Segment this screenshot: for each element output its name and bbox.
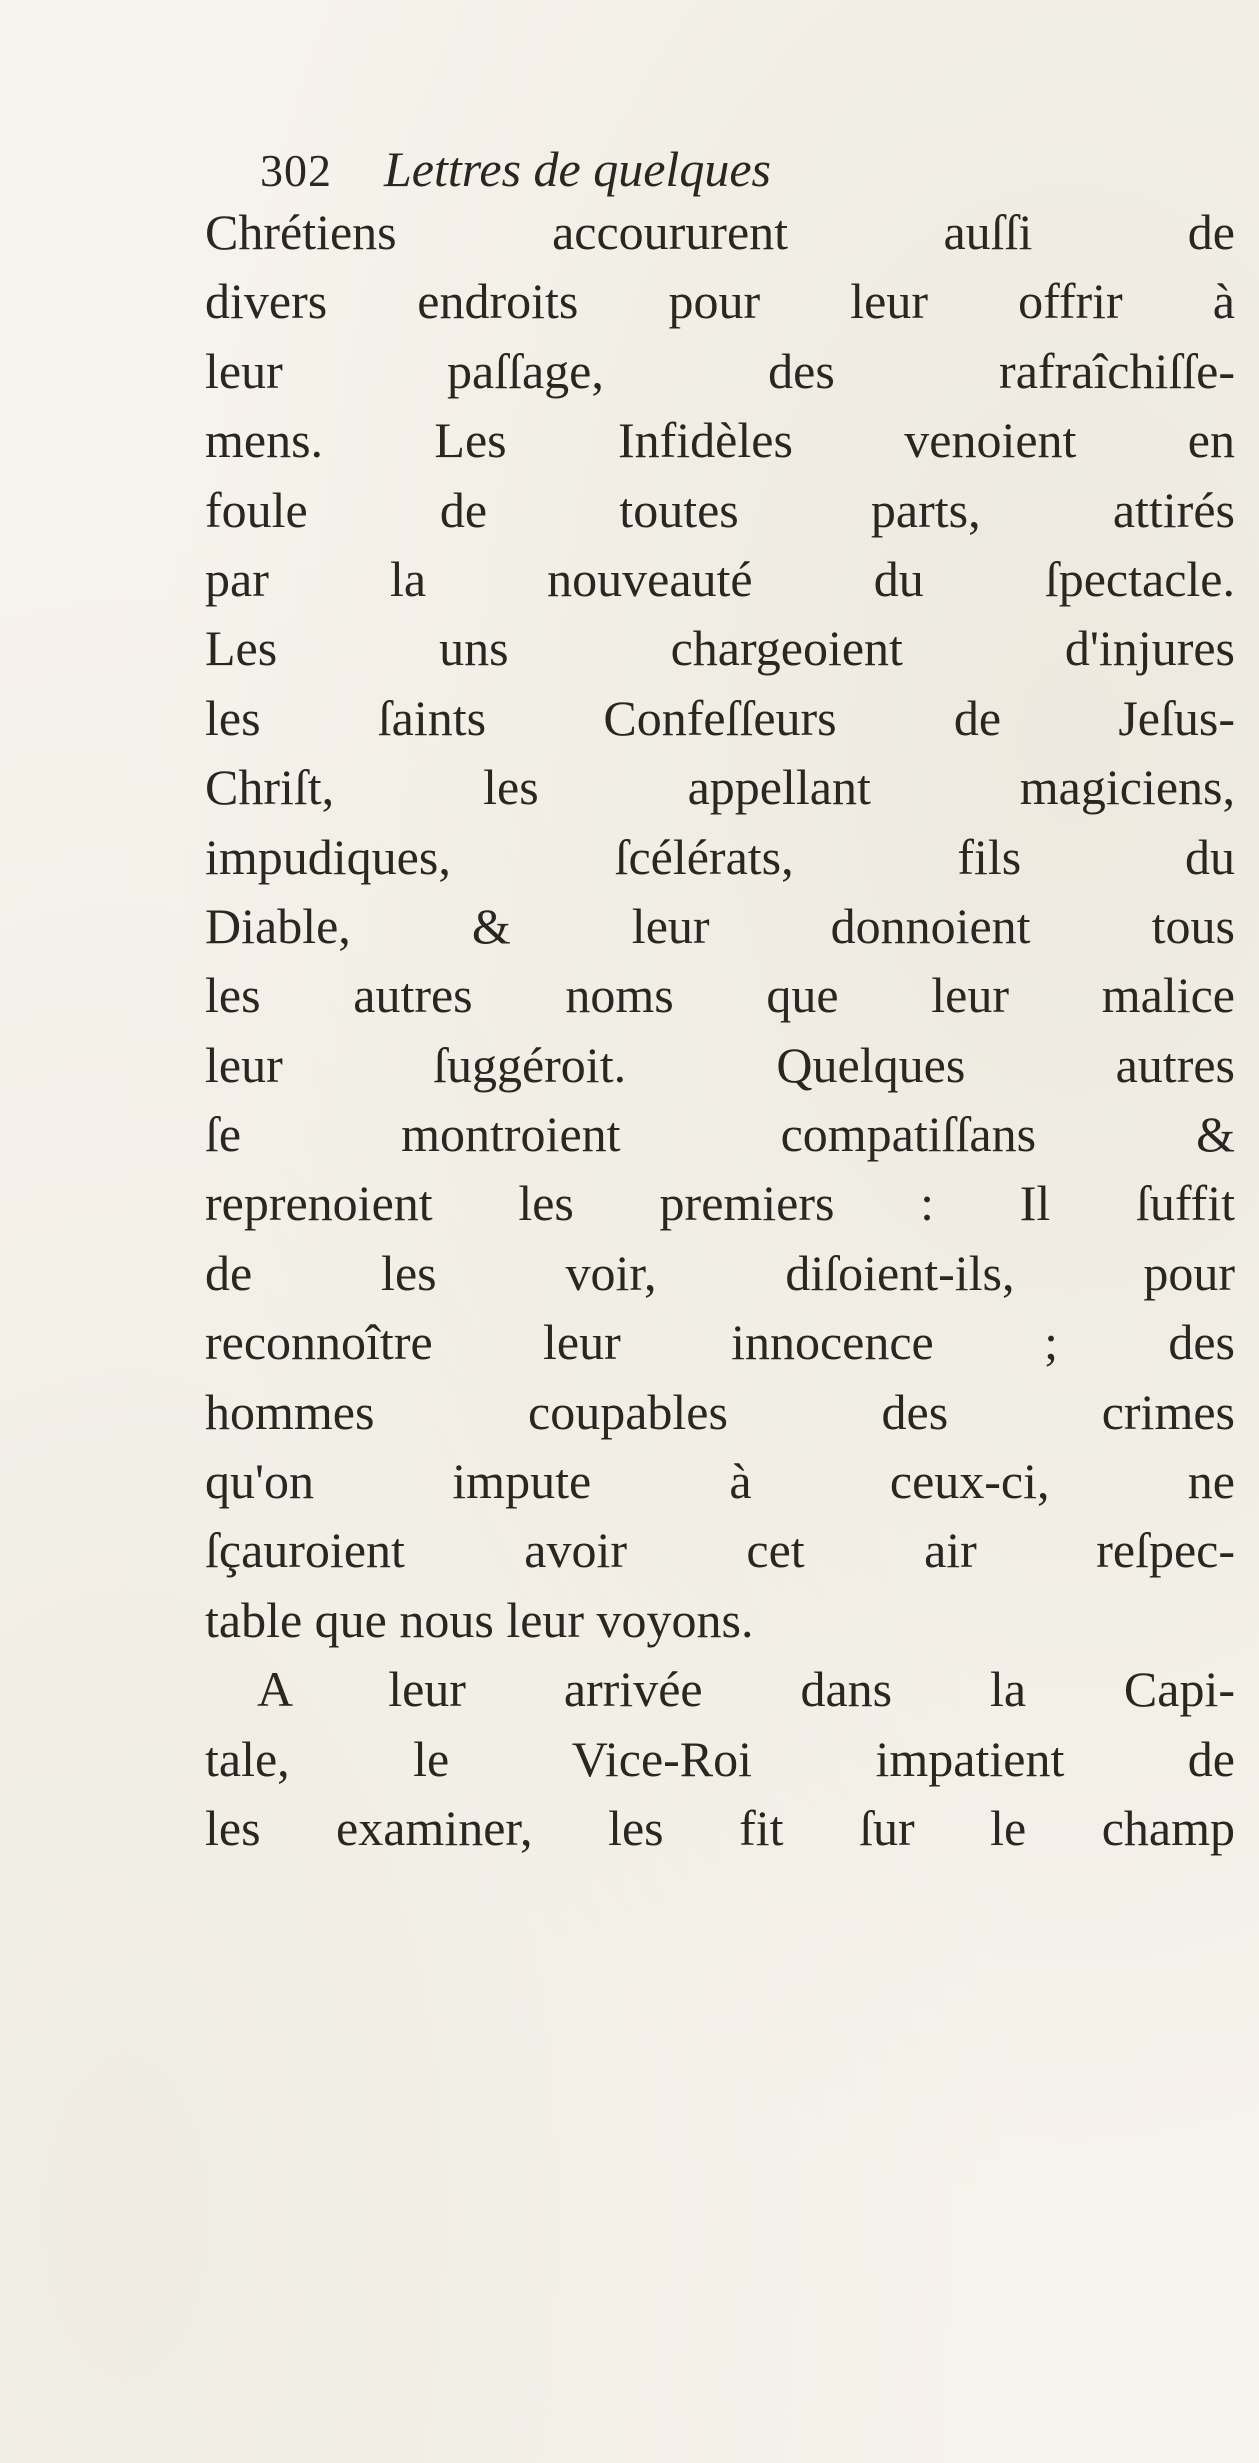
text-line: les examiner, les fit ſur le champ bbox=[205, 1799, 1235, 1856]
text-line: ſçauroient avoir cet air reſpec- bbox=[205, 1522, 1235, 1579]
text-line: impudiques, ſcélérats, fils du bbox=[205, 828, 1235, 885]
text-line: les ſaints Confeſſeurs de Jeſus- bbox=[205, 689, 1235, 746]
text-line: par la nouveauté du ſpectacle. bbox=[205, 550, 1235, 607]
text-line: divers endroits pour leur offrir à bbox=[205, 273, 1235, 330]
text-line: hommes coupables des crimes bbox=[205, 1383, 1235, 1440]
text-line: tale, le Vice-Roi impatient de bbox=[205, 1730, 1235, 1787]
body-text bbox=[205, 198, 1235, 1863]
text-line: Chrétiens accoururent auſſi de bbox=[205, 204, 1235, 260]
text-line: ſe montroient compatiſſans & bbox=[205, 1106, 1235, 1163]
page-header bbox=[260, 140, 771, 200]
text-line: leur ſuggéroit. Quelques autres bbox=[205, 1036, 1235, 1093]
text-line: de les voir, diſoient-ils, pour bbox=[205, 1244, 1235, 1301]
paragraph-start-line: A leur arrivée dans la Capi- bbox=[257, 1661, 1235, 1718]
text-line: reprenoient les premiers : Il ſuffit bbox=[205, 1175, 1235, 1232]
text-line: mens. Les Infidèles venoient en bbox=[205, 412, 1235, 469]
text-line: foule de toutes parts, attirés bbox=[205, 481, 1235, 538]
text-line: qu'on impute à ceux-ci, ne bbox=[205, 1453, 1235, 1510]
page-number: 302 bbox=[260, 145, 332, 196]
running-title: Lettres de quelques bbox=[384, 141, 771, 197]
text-line: Chriſt, les appellant magiciens, bbox=[205, 759, 1235, 816]
text-line: table que nous leur voyons. bbox=[205, 1591, 754, 1648]
text-line: les autres noms que leur malice bbox=[205, 967, 1235, 1024]
text-line: reconnoître leur innocence ; des bbox=[205, 1314, 1235, 1371]
text-line: leur paſſage, des rafraîchiſſe- bbox=[205, 342, 1235, 399]
text-line: Diable, & leur donnoient tous bbox=[205, 897, 1235, 954]
text-line: Les uns chargeoient d'injures bbox=[205, 620, 1235, 677]
